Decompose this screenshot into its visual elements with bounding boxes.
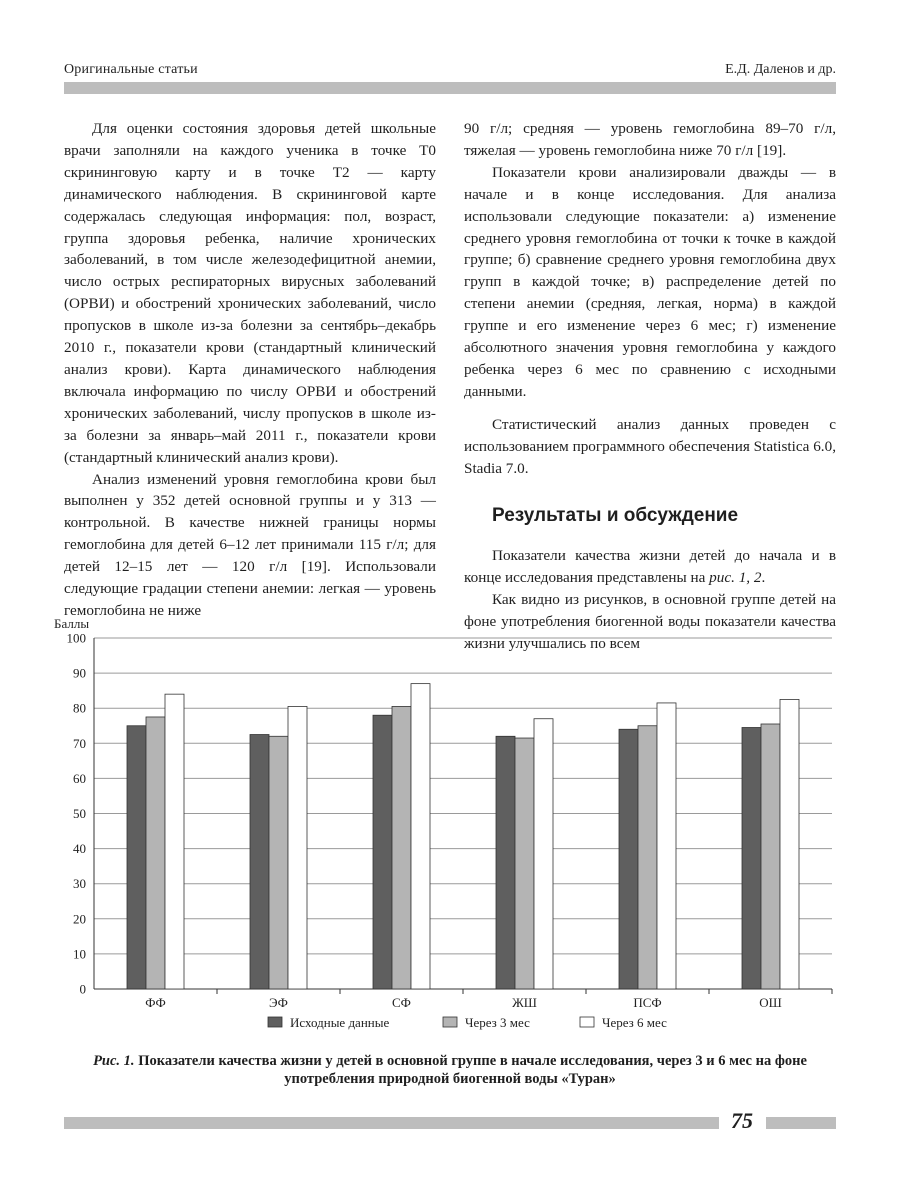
caption-label: Рис. 1. [93,1053,135,1069]
legend-swatch [443,1017,457,1027]
footer-rule [64,1117,719,1129]
bar [288,706,307,989]
bar [146,717,165,989]
y-tick-label: 40 [73,841,86,857]
bar [127,726,146,989]
bar [496,736,515,989]
bar [657,703,676,989]
legend-label: Через 6 мес [602,1015,667,1030]
paragraph [464,545,836,589]
x-tick-label: ЖШ [512,995,537,1010]
bar [761,724,780,989]
x-tick-label: ПСФ [633,995,662,1010]
bar [534,719,553,989]
caption-text: Показатели качества жизни у детей в основной группе в начале исследования, через 3 и 6 мес на фоне употребления природной биогенной воды «Туран» [138,1053,807,1087]
y-tick-label: 70 [73,735,86,751]
bar [780,699,799,989]
paragraph-text: . [761,569,766,587]
running-head-section: Оригинальные статьи [64,62,198,77]
footer-rule [766,1117,836,1129]
legend-label: Исходные данные [290,1015,390,1030]
bar [515,738,534,989]
paragraph: Показатели крови анализировали дважды — в начале и в конце исследования. Для анализа использовали следующие показатели: а) изменение среднего уровня гемоглобина от точки к точке в каждой группе; б) сравнение среднего уровня гемоглобина двух групп в каждой точке; в) распределение детей по степени анемии (средняя, легкая, норма) в каждой группе и его изменение через 6 мес; г) изменение абсолютного значения уровня гемоглобина у каждого ребенка через 6 мес по сравнению с исходными данными. [464,163,836,400]
x-axis-ticks [145,989,832,1010]
paragraph-text: Показатели качества жизни детей до начала и в конце исследования представлены на [464,547,836,587]
bar [269,736,288,989]
bar [411,684,430,989]
header-rule [64,82,836,94]
paragraph: Статистический анализ данных проведен с использованием программного обеспечения Statistica 6.0, Stadia 7.0. [464,415,836,477]
y-tick-label: 100 [66,630,86,646]
right-column [464,118,836,655]
left-column [64,118,436,622]
y-axis-ticks [67,631,87,997]
figure-reference: рис. 1, 2 [709,569,762,587]
bar [742,728,761,989]
y-tick-label: 80 [73,700,86,716]
bar [619,729,638,989]
legend-label: Через 3 мес [465,1015,530,1030]
grid [94,638,832,989]
paragraph: Для оценки состояния здоровья детей школьные врачи заполняли на каждого ученика в точке Т0 скрининговую карту и в точке Т2 — карту динамического наблюдения. В скрининговой карте содержалась следующая информация: пол, возраст, группа здоровья ребенка, наличие хронических заболеваний, в том числе железодефицитной анемии, число острых респираторных вирусных заболеваний (ОРВИ) и обострений хронических заболеваний, число пропусков в школе из-за болезни за сентябрь–декабрь 2010 г., показатели крови (стандартный клинический анализ крови). Карта динамического наблюдения включала информацию по числу ОРВИ и обострений хронических заболеваний, числу пропусков в школе из-за болезни за январь–май 2011 г., показатели крови (стандартный клинический анализ крови). [64,120,436,466]
y-tick-label: 60 [73,770,86,786]
y-tick-label: 30 [73,876,86,892]
bar [638,726,657,989]
paragraph: Анализ изменений уровня гемоглобина крови был выполнен у 352 детей основной группы и у 313 — контрольной. В качестве нижней границы нормы гемоглобина для детей 6–12 лет принимали 115 г/л; для детей 12–15 лет — 120 г/л [19]. Использовали следующие градации степени анемии: легкая — уровень гемоглобина не ниже [64,470,436,619]
y-tick-label: 0 [79,981,86,997]
x-tick-label: ОШ [759,995,782,1010]
y-tick-label: 90 [73,665,86,681]
running-head-authors: Е.Д. Даленов и др. [725,62,836,77]
bar [392,706,411,989]
page-number: 75 [731,1108,753,1133]
y-tick-label: 10 [73,946,86,962]
x-tick-label: ФФ [145,995,166,1010]
x-tick-label: СФ [392,995,411,1010]
y-axis-label: Баллы [54,616,90,631]
legend-swatch [580,1017,594,1027]
bar [165,694,184,989]
legend-swatch [268,1017,282,1027]
bar-chart [40,612,860,1052]
y-tick-label: 50 [73,806,86,821]
figure-caption [60,1052,840,1088]
section-heading: Результаты и обсуждение [492,504,739,526]
paragraph: 90 г/л; средняя — уровень гемоглобина 89–70 г/л, тяжелая — уровень гемоглобина ниже 70 г/л [19]. [464,120,836,159]
bar [373,715,392,989]
y-tick-label: 20 [73,911,86,927]
paragraph: Как видно из рисунков, в основной группе детей на фоне употребления биогенной воды показатели качества жизни улучшались по всем [464,591,836,653]
legend [268,1015,667,1030]
x-tick-label: ЭФ [269,995,288,1010]
bar [250,735,269,989]
bars [127,684,799,989]
